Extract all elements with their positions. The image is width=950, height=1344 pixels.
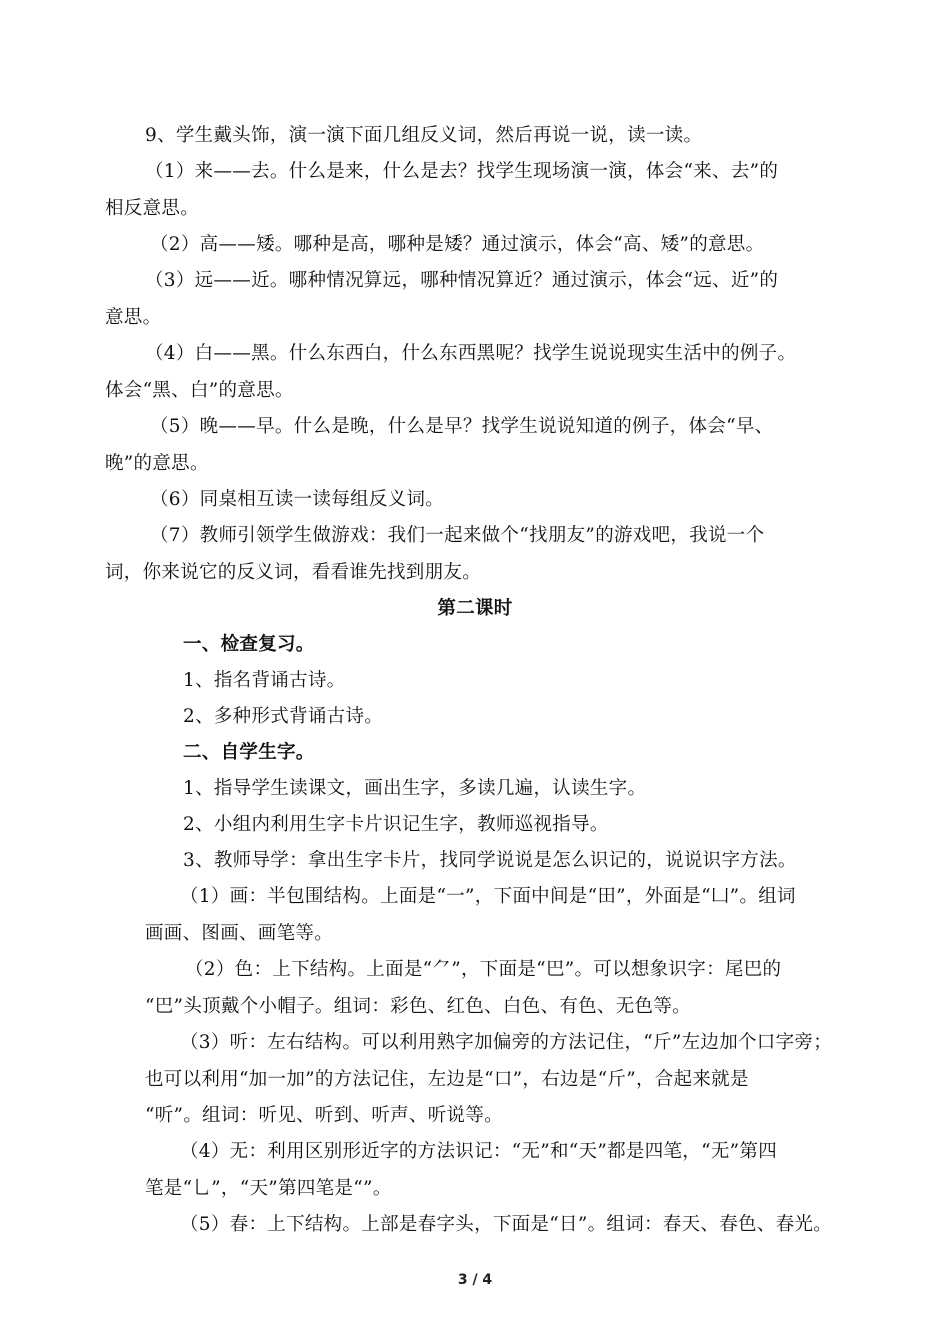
text-line: 笔是“乚”，“天”第四笔是“”。 [145,1177,392,1199]
text-line: （5）春：上下结构。上部是春字头，下面是“日”。组词：春天、春色、春光。 [180,1214,832,1235]
text-line: （3）远——近。哪种情况算远，哪种情况算近？通过演示，体会“远、近”的 [145,270,779,291]
text-line: 1、指名背诵古诗。 [183,670,346,691]
text-line: （1）画：半包围结构。上面是“一”，下面中间是“田”，外面是“凵”。组词 [180,886,796,907]
lesson-heading [145,591,805,628]
text-line: 晚”的意思。 [105,452,209,474]
page-number: 3 / 4 [457,1272,493,1288]
text-line: 词，你来说它的反义词，看看谁先找到朋友。 [105,561,482,583]
character-ting [145,1025,860,1135]
text-line: 2、多种形式背诵古诗。 [183,706,384,727]
character-wu [145,1134,860,1207]
text-line: 意思。 [105,306,162,328]
self-study-item-3 [183,843,863,880]
text-line: 9、学生戴头饰，演一演下面几组反义词，然后再说一说，读一读。 [145,125,703,146]
text-line: 2、小组内利用生字卡片识记生字，教师巡视指导。 [183,814,609,835]
paragraph-antonym-2 [150,227,830,264]
review-item-1 [183,663,863,700]
review-item-2 [183,699,863,736]
paragraph-item-6 [150,482,830,519]
paragraph-item-7 [105,518,830,591]
section-review-heading [183,627,863,664]
text-line: （5）晚——早。什么是晚，什么是早？找学生说说知道的例子，体会“早、 [150,416,774,437]
character-chun [180,1207,860,1244]
paragraph-antonym-5 [105,409,830,482]
character-se [145,952,865,1025]
character-hua [145,879,860,952]
text-line: 二、自学生字。 [183,742,315,763]
text-line: 一、检查复习。 [183,634,315,655]
text-line: 也可以利用“加一加”的方法记住，左边是“口”，右边是“斤”，合起来就是 [145,1068,749,1090]
text-line: 3、教师导学：拿出生字卡片，找同学说说是怎么识记的，说说识字方法。 [183,850,797,871]
text-line: （1）来——去。什么是来，什么是去？找学生现场演一演，体会“来、去”的 [145,161,779,182]
text-line: （7）教师引领学生做游戏：我们一起来做个“找朋友”的游戏吧，我说一个 [150,525,765,546]
text-line: 1、指导学生读课文，画出生字，多读几遍，认读生字。 [183,778,647,799]
section-self-study-heading [183,735,863,772]
heading-text: 第二课时 [437,598,513,619]
paragraph-antonym-4 [105,336,825,409]
text-line: 体会“黑、白”的意思。 [105,379,294,401]
text-line: 画画、图画、画笔等。 [145,922,334,944]
paragraph-item-9 [145,118,825,155]
self-study-item-1 [183,771,863,808]
text-line: “巴”头顶戴个小帽子。组词：彩色、红色、白色、有色、无色等。 [145,995,691,1017]
text-line: （4）无：利用区别形近字的方法识记：“无”和“天”都是四笔，“无”第四 [180,1141,778,1162]
text-line: “听”。组词：听见、听到、听声、听说等。 [145,1105,503,1126]
text-line: （2）高——矮。哪种是高，哪种是矮？通过演示，体会“高、矮”的意思。 [150,234,765,255]
self-study-item-2 [183,807,863,844]
text-line: （6）同桌相互读一读每组反义词。 [150,489,445,510]
text-line: （4）白——黑。什么东西白，什么东西黑呢？找学生说说现实生活中的例子。 [145,343,797,364]
paragraph-antonym-3 [105,263,825,336]
text-line: （3）听：左右结构。可以利用熟字加偏旁的方法记住，“斤”左边加个口字旁； [180,1032,832,1053]
text-line: 相反意思。 [105,197,200,219]
paragraph-antonym-1 [105,154,825,227]
text-line: （2）色：上下结构。上面是“⺈”，下面是“巴”。可以想象识字：尾巴的 [185,959,782,980]
